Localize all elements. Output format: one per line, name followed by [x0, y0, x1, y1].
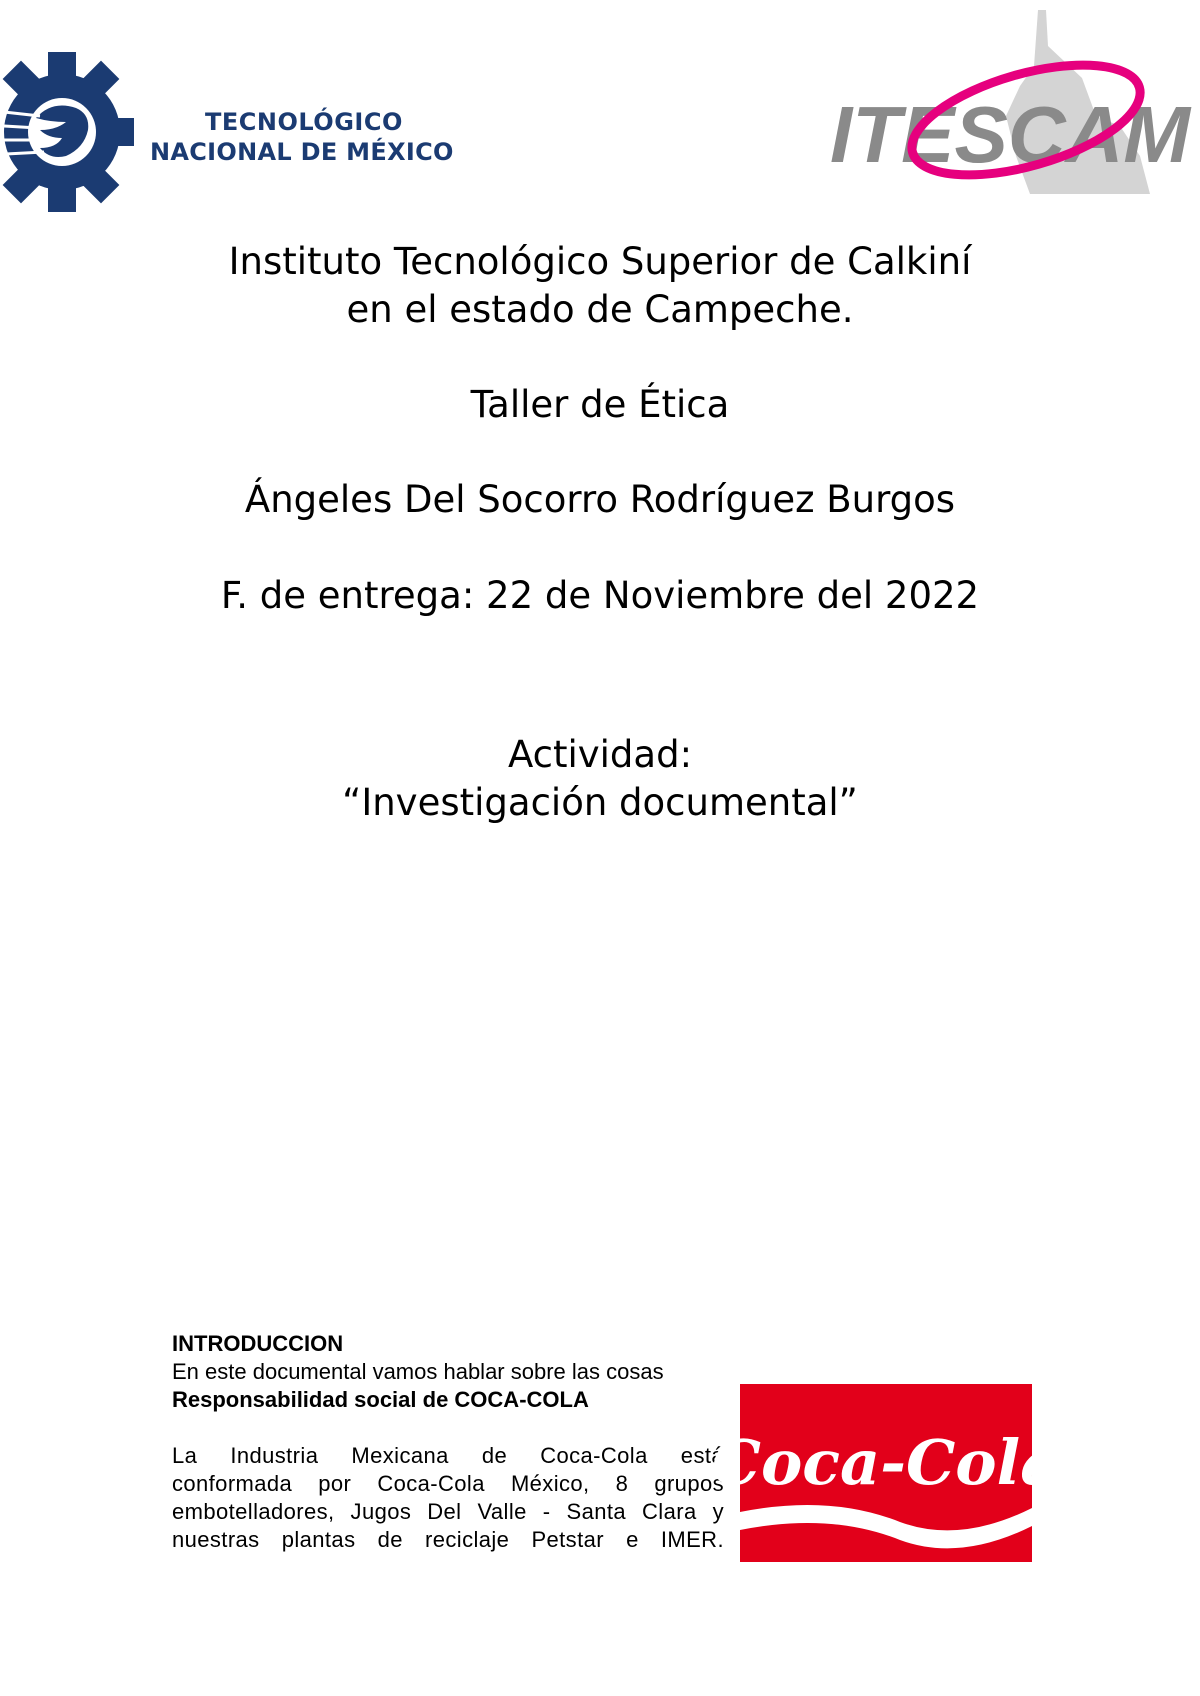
cover-delivery-date [0, 572, 1200, 620]
institution-line-1: Instituto Tecnológico Superior de Calkiní [228, 240, 972, 283]
coca-cola-logo [711, 1384, 1061, 1562]
intro-paragraph-line: La Industria Mexicana de Coca-Cola está [172, 1443, 724, 1468]
coca-cola-logo-text: Coca-Cola [711, 1426, 1061, 1499]
tecnm-name-line1: TECNOLÓGICO [205, 108, 403, 136]
coca-cola-logo-graphic-icon [711, 1384, 1061, 1562]
author-name: Ángeles Del Socorro Rodríguez Burgos [244, 478, 956, 521]
cover-course [0, 381, 1200, 429]
course-title: Taller de Ética [470, 383, 730, 426]
intro-paragraph-line: embotelladores, Jugos Del Valle - Santa Clara y [172, 1499, 724, 1524]
institution-line-2: en el estado de Campeche. [346, 288, 854, 331]
intro-paragraph-line: conformada por Coca-Cola México, 8 grupos [172, 1471, 724, 1496]
intro-subheading: Responsabilidad social de COCA-COLA [172, 1387, 589, 1412]
delivery-date: F. de entrega: 22 de Noviembre del 2022 [220, 574, 980, 617]
intro-paragraph-line: nuestras plantas de reciclaje Petstar e IMER. [172, 1527, 724, 1552]
tecnm-name-line2: NACIONAL DE MÉXICO [150, 138, 454, 166]
introduction-section [172, 1330, 724, 1554]
tecnm-logo [0, 52, 460, 222]
cover-activity [0, 731, 1200, 827]
activity-title: “Investigación documental” [342, 781, 858, 824]
cover-author [0, 476, 1200, 524]
activity-label: Actividad: [507, 733, 693, 776]
itescam-logo [820, 6, 1190, 196]
intro-paragraph [172, 1442, 724, 1554]
cover-institution [0, 238, 1200, 334]
itescam-logo-graphic-icon [820, 6, 1190, 196]
itescam-logo-text: ITESCAM [830, 90, 1190, 179]
intro-text: En este documental vamos hablar sobre las cosas [172, 1359, 664, 1384]
intro-heading: INTRODUCCION [172, 1331, 344, 1356]
tecnm-gear-emblem-icon [0, 52, 138, 212]
